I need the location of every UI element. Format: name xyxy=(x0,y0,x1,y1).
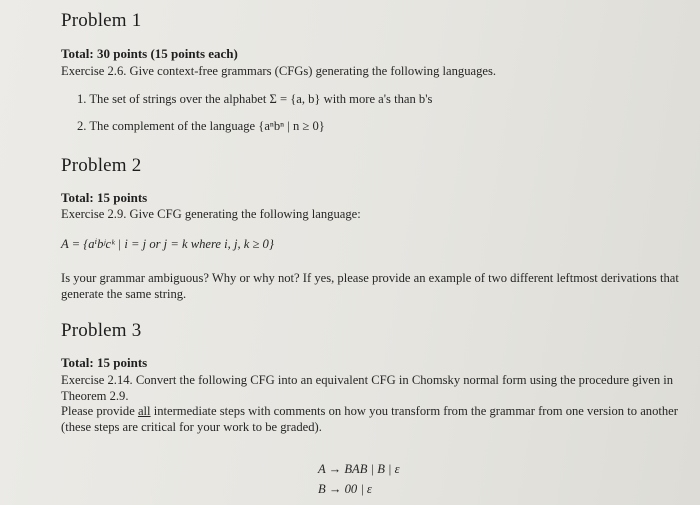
problem-1-item-2: 2. The complement of the language {aⁿbⁿ | n ≥ 0} xyxy=(77,119,325,133)
instructions-emphasis: all xyxy=(137,404,151,418)
problem-1-item-1: 1. The set of strings over the alphabet Σ = {a, b} with more a's than b's xyxy=(77,92,433,106)
problem-2-language: A = {aⁱbʲcᵏ | i = j or j = k where i, j, k ≥ 0} xyxy=(61,237,274,251)
problem-1-total: Total: 30 points (15 points each) xyxy=(61,46,238,61)
grammar-rule-a: A → BAB | B | ε xyxy=(318,462,400,476)
instructions-text-pre: Please provide xyxy=(61,404,138,418)
problem-1-exercise: Exercise 2.6. Give context-free grammars (CFGs) generating the following languages. xyxy=(61,64,497,78)
problem-1-title: Problem 1 xyxy=(61,10,142,31)
problem-2-total: Total: 15 points xyxy=(61,190,148,205)
problem-3-title: Problem 3 xyxy=(61,320,142,341)
grammar-rule-b: B → 00 | ε xyxy=(318,482,372,496)
problem-2-question: Is your grammar ambiguous? Why or why not? If yes, please provide an example of two different leftmost derivations that generate the same string. xyxy=(61,271,679,301)
instructions-text-post: intermediate steps with comments on how you transform from the grammar from one version to another (these steps are critical for your work to be graded). xyxy=(61,404,678,434)
problem-2-exercise: Exercise 2.9. Give CFG generating the following language: xyxy=(61,207,361,221)
problem-3-total: Total: 15 points xyxy=(61,355,148,370)
problem-3-exercise: Exercise 2.14. Convert the following CFG into an equivalent CFG in Chomsky normal form using the procedure given in Theorem 2.9. xyxy=(61,373,674,403)
problem-2-title: Problem 2 xyxy=(61,155,142,176)
problem-3-instructions xyxy=(61,403,679,435)
